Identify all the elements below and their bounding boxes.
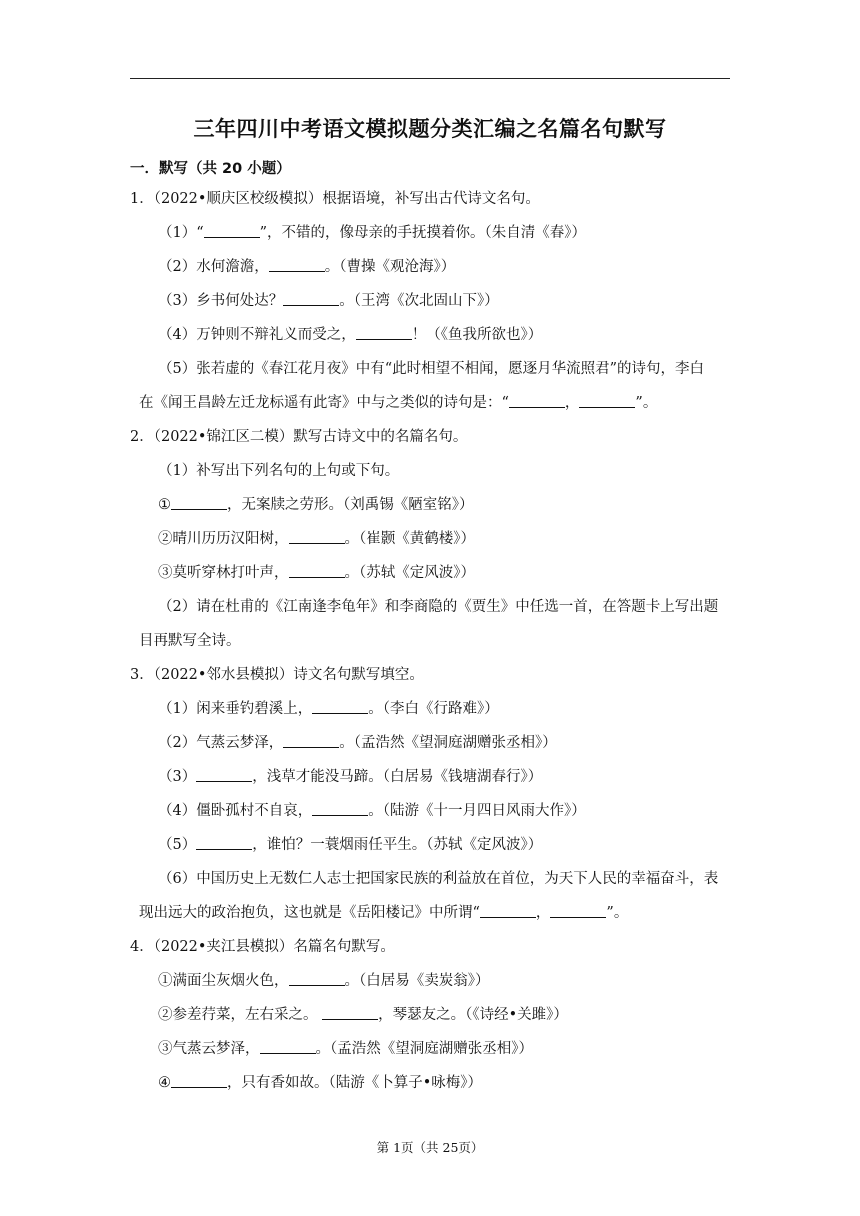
question-2-sub-3: ③莫听穿林打叶声， 。（苏轼《定风波》） <box>158 565 475 581</box>
answer-blank[interactable] <box>171 495 227 510</box>
question-4-sub-2: ②参差荇菜，左右采之。 ，琴瑟友之。（《诗经•关雎》） <box>158 1007 568 1023</box>
question-3-item-4: （4）僵卧孤村不自哀， 。（陆游《十一月四日风雨大作》） <box>158 803 586 819</box>
answer-blank[interactable] <box>550 903 606 918</box>
answer-blank[interactable] <box>289 563 345 578</box>
answer-blank[interactable] <box>283 291 339 306</box>
question-1-item-1: （1）“ ”，不错的，像母亲的手抚摸着你。（朱自清《春》） <box>158 225 587 241</box>
question-2-item-1: （1）补写出下列名句的上句或下句。 <box>158 463 400 479</box>
answer-blank[interactable] <box>171 1073 227 1088</box>
question-3-heading: 3．（2022•邻水县模拟）诗文名句默写填空。 <box>130 667 424 683</box>
answer-blank[interactable] <box>196 767 252 782</box>
answer-blank[interactable] <box>196 835 252 850</box>
answer-blank[interactable] <box>312 801 368 816</box>
question-4-sub-4: ④ ，只有香如故。（陆游《卜算子•咏梅》） <box>158 1075 483 1091</box>
answer-blank[interactable] <box>260 1039 316 1054</box>
question-3-item-1: （1）闲来垂钓碧溪上， 。（李白《行路难》） <box>158 701 499 717</box>
answer-blank[interactable] <box>509 393 565 408</box>
question-3-item-3: （3） ，浅草才能没马蹄。（白居易《钱塘湖春行》） <box>158 769 543 785</box>
question-2-item-2-continued: 目再默写全诗。 <box>139 633 241 649</box>
question-1-heading: 1．（2022•顺庆区校级模拟）根据语境，补写出古代诗文名句。 <box>130 191 540 207</box>
page-title: 三年四川中考语文模拟题分类汇编之名篇名句默写 <box>193 117 667 141</box>
header-rule <box>130 78 730 79</box>
question-3-item-6: （6）中国历史上无数仁人志士把国家民族的利益放在首位，为天下人民的幸福奋斗，表 <box>158 871 719 887</box>
question-3-item-5: （5） ，谁怕？一蓑烟雨任平生。（苏轼《定风波》） <box>158 837 543 853</box>
answer-blank[interactable] <box>269 257 325 272</box>
answer-blank[interactable] <box>289 971 345 986</box>
answer-blank[interactable] <box>356 325 412 340</box>
answer-blank[interactable] <box>204 223 260 238</box>
answer-blank[interactable] <box>289 529 345 544</box>
question-3-item-2: （2）气蒸云梦泽， 。（孟浩然《望洞庭湖赠张丞相》） <box>158 735 557 751</box>
answer-blank[interactable] <box>480 903 536 918</box>
question-4-heading: 4．（2022•夹江县模拟）名篇名句默写。 <box>130 939 395 955</box>
question-4-sub-1: ①满面尘灰烟火色， 。（白居易《卖炭翁》） <box>158 973 490 989</box>
question-1-item-5-continued: 在《闻王昌龄左迁龙标遥有此寄》中与之类似的诗句是：“ ， ”。 <box>139 395 658 411</box>
question-2-heading: 2．（2022•锦江区二模）默写古诗文中的名篇名句。 <box>130 429 468 445</box>
answer-blank[interactable] <box>322 1005 378 1020</box>
answer-blank[interactable] <box>312 699 368 714</box>
question-1-item-2: （2）水何澹澹， 。（曹操《观沧海》） <box>158 259 456 275</box>
question-2-sub-1: ① ，无案牍之劳形。（刘禹锡《陋室铭》） <box>158 497 474 513</box>
question-1-item-3: （3）乡书何处达？ 。（王湾《次北固山下》） <box>158 293 499 309</box>
question-2-item-2: （2）请在杜甫的《江南逢李龟年》和李商隐的《贾生》中任选一首，在答题卡上写出题 <box>158 599 719 615</box>
question-2-sub-2: ②晴川历历汉阳树， 。（崔颢《黄鹤楼》） <box>158 531 475 547</box>
answer-blank[interactable] <box>579 393 635 408</box>
section-heading: 一．默写（共 20 小题） <box>130 161 291 177</box>
answer-blank[interactable] <box>283 733 339 748</box>
question-3-item-6-continued: 现出远大的政治抱负，这也就是《岳阳楼记》中所谓“ ， ”。 <box>139 905 629 921</box>
question-list <box>130 188 732 1106</box>
question-4-sub-3: ③气蒸云梦泽， 。（孟浩然《望洞庭湖赠张丞相》） <box>158 1041 533 1057</box>
question-1-item-4: （4）万钟则不辩礼义而受之， ！（《鱼我所欲也》） <box>158 327 543 343</box>
question-1-item-5: （5）张若虚的《春江花月夜》中有“此时相望不相闻，愿逐月华流照君”的诗句，李白 <box>158 361 705 377</box>
page-footer: 第 1页（共 25页） <box>376 1140 484 1155</box>
